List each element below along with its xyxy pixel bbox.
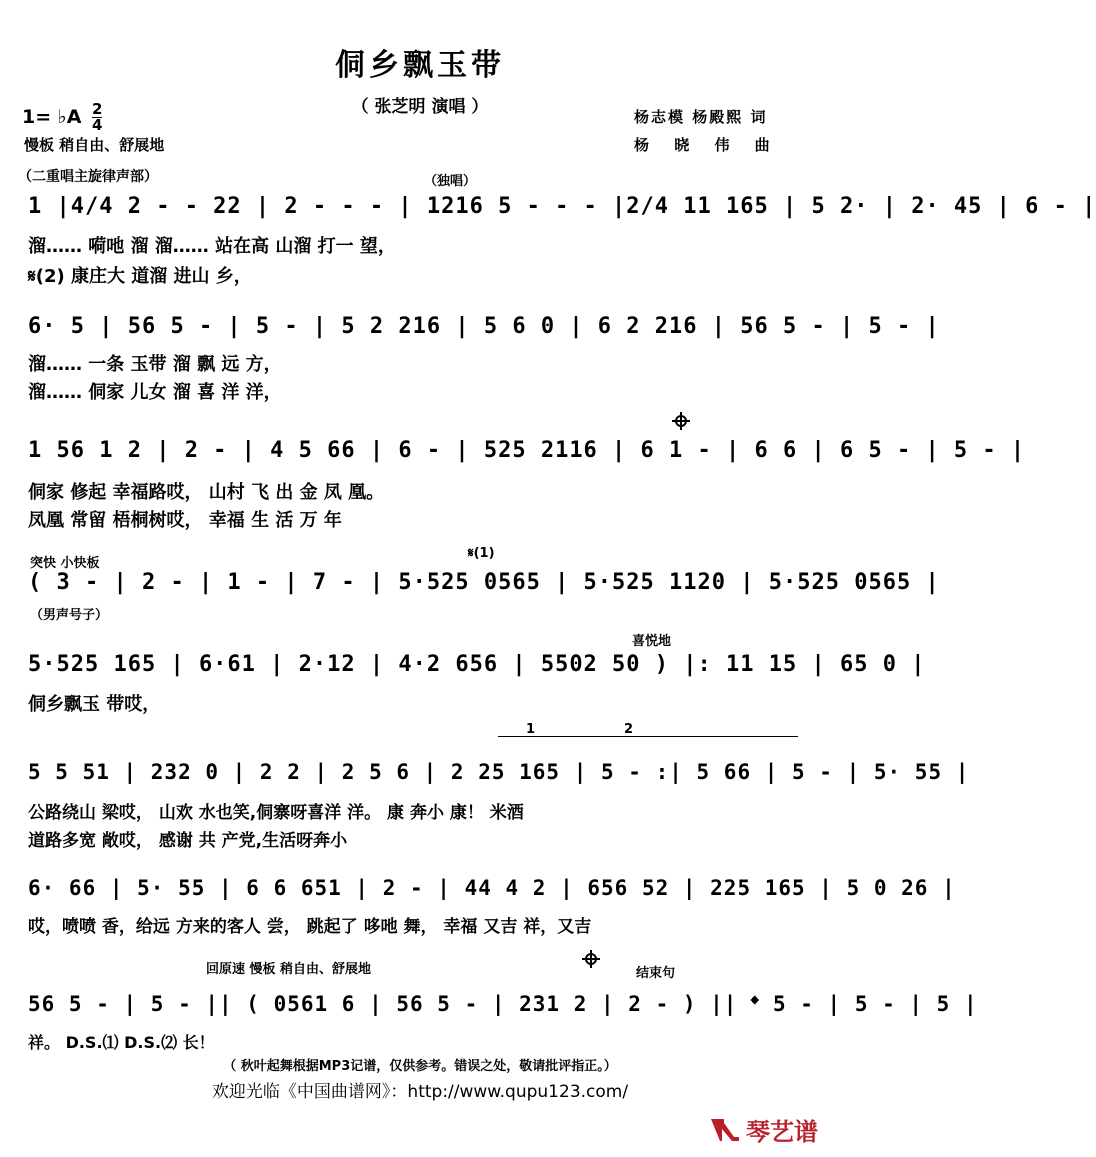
lyric-line-8a: 祥。 D.S.⑴ D.S.⑵ 长！ [28,1033,215,1052]
page-title: 侗乡飘玉带 [335,48,505,83]
key-signature [22,102,102,133]
tempo-change-fast: 突快 小快板 [30,556,100,571]
site-link[interactable]: 欢迎光临《中国曲谱网》：http://www.qupu123.com/ [211,1082,629,1102]
expression-joyful: 喜悦地 [632,634,672,649]
tempo-marking: 慢板 稍自由、舒展地 [24,136,165,154]
score-line-8: 56 5 - | 5 - || ( 0561 6 | 56 5 - | 231 2 | 2 - ) || 𝄌 5 - | 5 - | 5 | [28,992,978,1016]
lyric-line-3a: 侗家 修起 幸福路哎， 山村 飞 出 金 凤 凰。 [28,482,385,503]
score-line-7: 6· 66 | 5· 55 | 6 6 651 | 2 - | 44 4 2 | 656 52 | 225 165 | 5 0 26 | [28,876,956,900]
singer-subtitle: （ 张芝明 演唱 ） [351,97,489,117]
score-line-1: 1 |4/4 2 - - 22 | 2 - - - | 1216 5 - - - |2/4 11 165 | 5 2· | 2· 45 | 6 - | [28,194,1096,219]
segno-mark-1: 𝄋(1) [468,546,495,561]
end-phrase-label: 结束句 [636,966,676,981]
coda-icon [582,950,600,968]
score-line-5: 5·525 165 | 6·61 | 2·12 | 4·2 656 | 5502 50 ) |: 11 15 | 65 0 | [28,652,926,677]
lyric-line-3b: 凤凰 常留 梧桐树哎， 幸福 生 活 万 年 [28,510,342,531]
time-top: 2 [92,100,103,118]
composer-credit: 杨 晓 伟 曲 [634,136,780,154]
ending-1-label: 1 [526,722,536,737]
coda-mark-2 [582,950,600,972]
key-label: 1= ♭A [22,106,82,128]
solo-label: （独唱） [424,174,477,189]
volta-brackets [498,736,798,747]
logo-text: 琴艺谱 [746,1118,818,1146]
site-logo [708,1112,818,1147]
lyric-line-6a: 公路绕山 梁哎， 山欢 水也笑,侗寨呀喜洋 洋。 康 奔小 康！ 米酒 [28,803,524,823]
coda-mark-1 [672,412,690,434]
logo-mark-icon [708,1115,742,1145]
coda-icon [672,412,690,430]
lyric-line-6b: 道路多宽 敞哎， 感谢 共 产党,生活呀奔小 [28,831,348,851]
score-line-4: ( 3 - | 2 - | 1 - | 7 - | 5·525 0565 | 5·525 1120 | 5·525 0565 | [28,570,940,595]
lyric-line-2b: 溜…… 侗家 儿女 溜 喜 洋 洋， [28,382,282,403]
tempo-return: 回原速 慢板 稍自由、舒展地 [206,962,372,977]
lyric-line-2a: 溜…… 一条 玉带 溜 飘 远 方， [28,354,282,375]
male-part-label: （男声号子） [30,608,109,623]
lyricist-credit: 杨志模 杨殿熙 词 [634,108,768,126]
score-line-3: 1 56 1 2 | 2 - | 4 5 66 | 6 - | 525 2116 | 6 1 - | 6 6 | 6 5 - | 5 - | [28,438,1026,463]
part-label: （二重唱主旋律声部） [18,169,158,185]
lyric-line-1a: 溜…… 嗬吔 溜 溜…… 站在高 山溜 打一 望， [28,236,396,257]
score-line-6: 5 5 51 | 232 0 | 2 2 | 2 5 6 | 2 25 165 | 5 - :| 5 66 | 5 - | 5· 55 | [28,760,970,784]
time-bottom: 4 [92,116,103,134]
time-signature [92,102,102,133]
ending-2-label: 2 [624,722,634,737]
lyric-line-7a: 哎，喷喷 香，给远 方来的客人 尝， 跳起了 哆吔 舞， 幸福 又吉 祥，又吉 [28,917,592,937]
lyric-line-5a: 侗乡飘玉 带哎， [28,694,161,715]
transcription-note: （ 秋叶起舞根据MP3记谱，仅供参考。错误之处，敬请批评指正。） [223,1059,617,1074]
score-line-2: 6· 5 | 56 5 - | 5 - | 5 2 216 | 5 6 0 | 6 2 216 | 56 5 - | 5 - | [28,314,940,339]
lyric-line-1b: 𝄋(2) 康庄大 道溜 进山 乡， [28,266,252,287]
